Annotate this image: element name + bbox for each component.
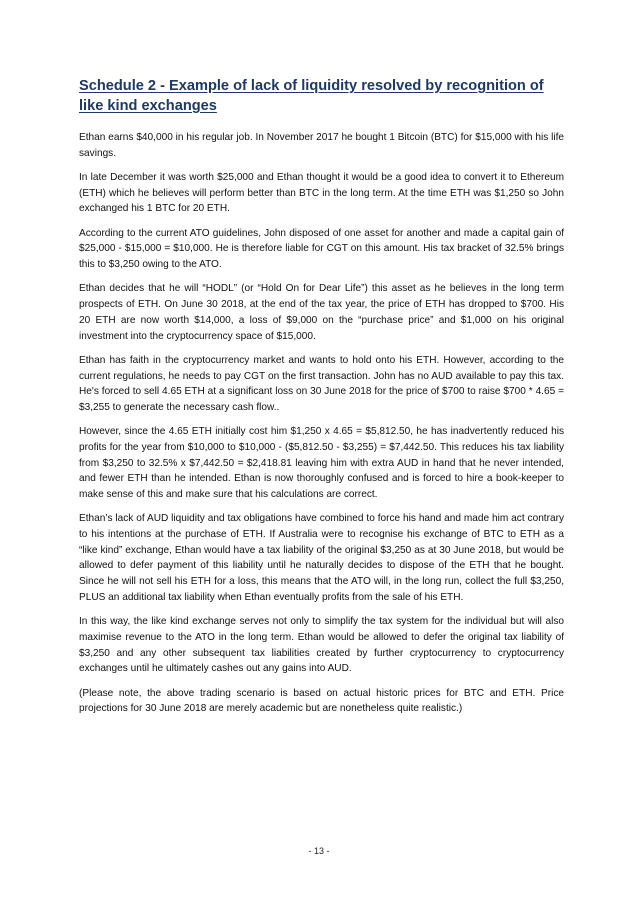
paragraph-conversion: In late December it was worth $25,000 and Ethan thought it would be a good idea to convert it to Ethereum (ETH) which he believes will perform better than BTC in the long term. At the time ETH was $1,250 so John exchanged his 1 BTC for 20 ETH. bbox=[79, 172, 564, 215]
schedule-heading: Schedule 2 - Example of lack of liquidity resolved by recognition of like kind exchanges bbox=[79, 78, 544, 114]
paragraph-liquidity: Ethan’s lack of AUD liquidity and tax obligations have combined to force his hand and made him act contrary to his intentions at the purchase of ETH. If Australia were to recognise his exchange of BTC to ETH as a “like kind” exchange, Ethan would have a tax liability of the original $3,250 as at 30 June 2018, but would be allowed to defer payment of this liability until he naturally decides to dispose of the ETH that he bought. Since he will not sell his ETH for a loss, this means that the ATO will, in the long run, collect the full $3,250, PLUS an additional tax liability when Ethan eventually profits from the sale of his ETH. bbox=[79, 513, 564, 603]
paragraph-reduced-profits: However, since the 4.65 ETH initially cost him $1,250 x 4.65 = $5,812.50, he has inadvertently reduced his profits for the year from $10,000 to $10,000 - ($5,812.50 - $3,255) = $7,442.50. This reduces his tax liability from $3,250 to 32.5% x $7,442.50 = $2,418.81 leaving him with extra AUD in hand that he never intended, and fewer ETH than he intended. Ethan is now thoroughly confused and is forced to hire a book-keeper to make sense of this and make sure that his calculations are correct. bbox=[79, 426, 564, 501]
paragraph-like-kind: In this way, the like kind exchange serves not only to simplify the tax system for the individual but will also maximise revenue to the ATO in the long term. Ethan would be allowed to defer the original tax liability of $3,250 and any other subsequent tax liabilities created by further cryptocurrency to cryptocurrency exchanges until he ultimately cashes out any gains into AUD. bbox=[79, 616, 564, 675]
paragraph-income: Ethan earns $40,000 in his regular job. In November 2017 he bought 1 Bitcoin (BTC) for $15,000 with his life savings. bbox=[79, 132, 564, 159]
paragraph-hodl: Ethan decides that he will “HODL” (or “Hold On for Dear Life”) this asset as he believes in the long term prospects of ETH. On June 30 2018, at the end of the tax year, the price of ETH has dropped to $700. His 20 ETH are now worth $14,000, a loss of $9,000 on the “purchase price” and $1,000 on his original investment into the cryptocurrency space of $15,000. bbox=[79, 283, 564, 342]
page-number: - 13 - bbox=[308, 846, 330, 856]
document-body bbox=[79, 76, 564, 726]
paragraph-capital-gain: According to the current ATO guidelines, John disposed of one asset for another and made a capital gain of $25,000 - $15,000 = $10,000. He is therefore liable for CGT on this amount. His tax bracket of 32.5% brings this to $3,250 owing to the ATO. bbox=[79, 227, 564, 271]
paragraph-forced-sale: Ethan has faith in the cryptocurrency market and wants to hold onto his ETH. However, according to the current regulations, he needs to pay CGT on the first transaction. John has no AUD available to pay this tax. He's forced to sell 4.65 ETH at a significant loss on 30 June 2018 for the price of $700 to raise $700 * 4.65 = $3,255 to generate the necessary cash flow.. bbox=[79, 354, 564, 413]
paragraph-note: (Please note, the above trading scenario is based on actual historic prices for BTC and ETH. Price projections for 30 June 2018 are merely academic but are nonetheless quite realistic.) bbox=[79, 687, 564, 715]
